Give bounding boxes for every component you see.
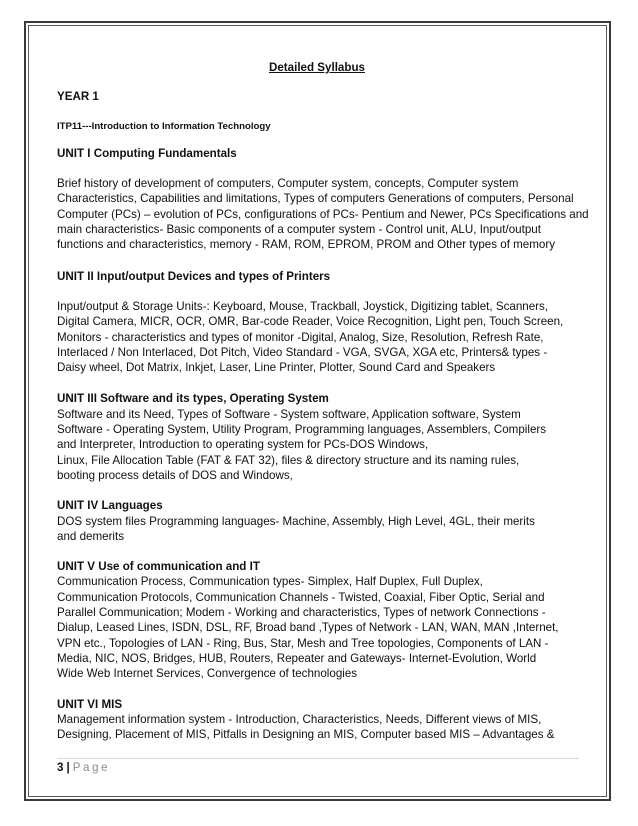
text-line: functions and characteristics, memory - RAM, ROM, EPROM, PROM and Other types of memory	[57, 238, 556, 252]
text-line: Characteristics, Capabilities and limitations, Types of computers Generations of computers, Personal	[57, 192, 574, 206]
text-line: Monitors - characteristics and types of monitor -Digital, Analog, Size, Resolution, Refresh Rate,	[57, 330, 544, 344]
text-line: Designing, Placement of MIS, Pitfalls in Designing an MIS, Computer based MIS – Advantages &	[57, 728, 555, 742]
text-line: DOS system files Programming languages- Machine, Assembly, High Level, 4GL, their merits	[57, 514, 535, 528]
text-line: Linux, File Allocation Table (FAT & FAT 32), files & directory structure and its naming rules,	[57, 453, 520, 467]
year-heading: YEAR 1	[57, 90, 99, 104]
text-line: booting process details of DOS and Windows,	[57, 468, 293, 482]
text-line: Computer (PCs) – evolution of PCs, configurations of PCs- Pentium and Newer, PCs Specifications and	[57, 207, 589, 221]
text-line: Software and its Need, Types of Software - System software, Application software, System	[57, 407, 521, 421]
footer-separator: |	[66, 761, 70, 774]
unit-5-body	[57, 574, 577, 681]
text-line: and Interpreter, Introduction to operating system for PCs-DOS Windows,	[57, 438, 429, 452]
text-line: VPN etc., Topologies of LAN - Ring, Bus, Star, Mesh and Tree topologies, Components of LAN -	[57, 636, 549, 650]
page-footer	[57, 761, 110, 774]
text-line: Wide Web Internet Services, Convergence of technologies	[57, 667, 358, 681]
footer-divider	[57, 758, 579, 759]
text-line: Communication Protocols, Communication Channels - Twisted, Coaxial, Fiber Optic, Serial and	[57, 590, 545, 604]
unit-2-heading: UNIT II Input/output Devices and types of Printers	[57, 269, 331, 283]
unit-4-heading: UNIT IV Languages	[57, 499, 163, 513]
unit-5-heading: UNIT V Use of communication and IT	[57, 560, 260, 574]
text-line: Daisy wheel, Dot Matrix, Inkjet, Laser, Line Printer, Plotter, Sound Card and Speakers	[57, 361, 496, 375]
text-line: Management information system - Introduction, Characteristics, Needs, Different views of MIS,	[57, 712, 542, 726]
page-number: 3	[57, 761, 64, 774]
unit-1-body	[57, 176, 589, 252]
unit-1-heading: UNIT I Computing Fundamentals	[57, 146, 237, 160]
text-line: Interlaced / Non Interlaced, Dot Pitch, Video Standard - VGA, SVGA, XGA etc, Printers& types -	[57, 345, 548, 359]
text-line: Communication Process, Communication types- Simplex, Half Duplex, Full Duplex,	[57, 575, 483, 589]
text-line: Media, NIC, NOS, Bridges, HUB, Routers, Repeater and Gateways- Internet-Evolution, World	[57, 651, 537, 665]
text-line: Input/output & Storage Units-: Keyboard, Mouse, Trackball, Joystick, Digitizing tablet, Scanners,	[57, 299, 549, 313]
course-title: ITP11---Introduction to Information Technology	[57, 120, 271, 132]
unit-3-heading: UNIT III Software and its types, Operating System	[57, 392, 329, 406]
text-line: and demerits	[57, 529, 125, 543]
text-line: Brief history of development of computers, Computer system, concepts, Computer system	[57, 177, 519, 191]
unit-6-heading: UNIT VI MIS	[57, 697, 123, 711]
unit-3-body	[57, 407, 577, 483]
text-line: Parallel Communication; Modem - Working and characteristics, Types of network Connections -	[57, 606, 546, 620]
unit-4-body	[57, 514, 577, 545]
document-title: Detailed Syllabus	[268, 61, 365, 74]
unit-6-body	[57, 712, 577, 743]
unit-2-body	[57, 299, 577, 375]
text-line: Digital Camera, MICR, OCR, OMR, Bar-code Reader, Voice Recognition, Light pen, Touch Screen,	[57, 315, 564, 329]
text-line: main characteristics- Basic components of a computer system - Control unit, ALU, Input/output	[57, 223, 541, 237]
text-line: Software - Operating System, Utility Program, Programming languages, Assemblers, Compilers	[57, 423, 547, 437]
page-content	[57, 60, 589, 757]
page-label: Page	[72, 761, 111, 774]
text-line: Dialup, Leased Lines, ISDN, DSL, RF, Broad band ,Types of Network - LAN, WAN, MAN ,Internet,	[57, 621, 559, 635]
